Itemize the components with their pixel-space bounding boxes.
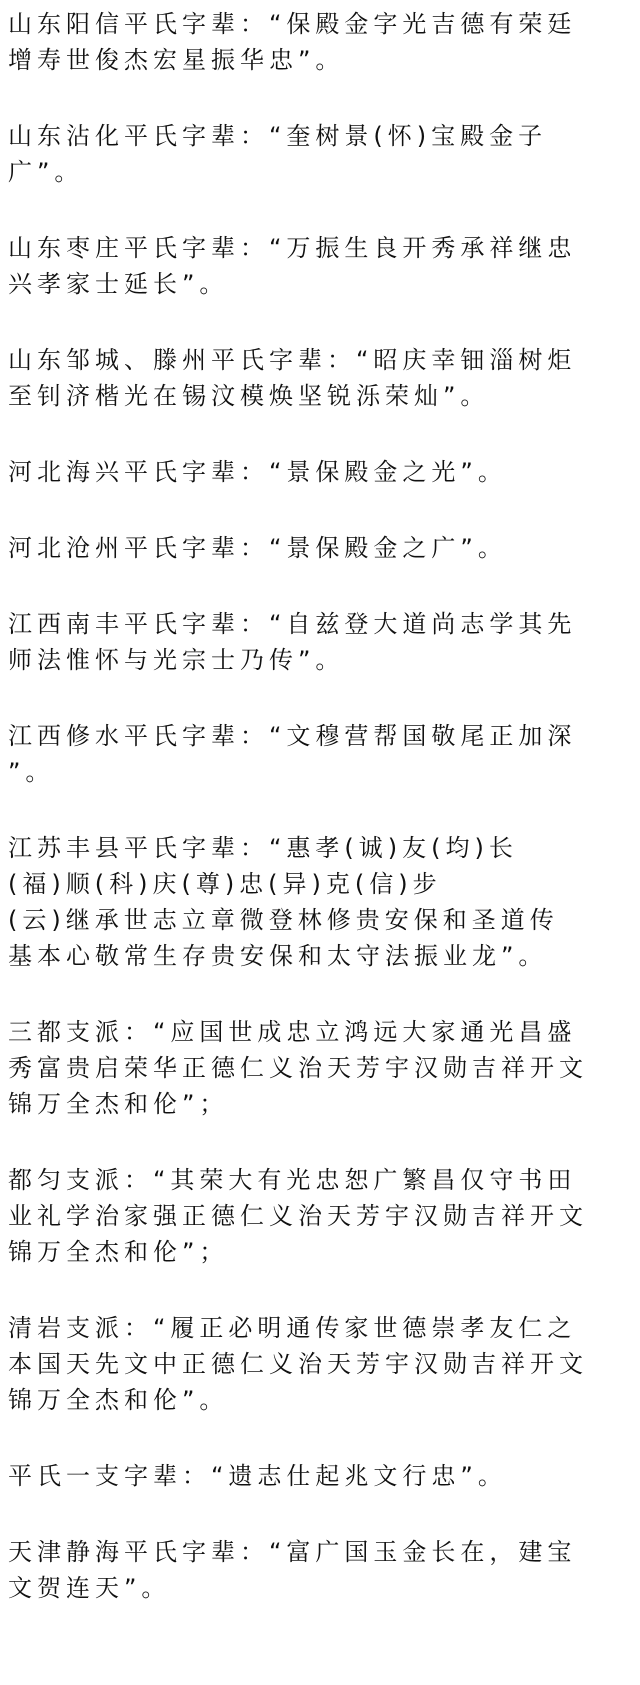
entry-line: 河北海兴平氏字辈：“景保殿金之光”。 <box>8 458 507 486</box>
entry-line: 本国天先文中正德仁义治天芳宇汉勋吉祥开文 <box>8 1350 588 1378</box>
genealogy-entry <box>8 230 632 302</box>
entry-line: (福)顺(科)庆(尊)忠(异)克(信)步 <box>8 870 442 898</box>
document-body <box>8 6 632 1646</box>
entry-line: 山东沾化平氏字辈：“奎树景(怀)宝殿金子 <box>8 122 548 150</box>
genealogy-entry <box>8 830 632 974</box>
genealogy-entry <box>8 530 632 566</box>
entry-line: 都匀支派：“其荣大有光忠恕广繁昌仅守书田 <box>8 1166 577 1194</box>
genealogy-entry <box>8 1458 632 1494</box>
genealogy-entry <box>8 342 632 414</box>
entry-line: 兴孝家士延长”。 <box>8 270 229 298</box>
entry-line: 山东邹城、滕州平氏字辈：“昭庆幸钿淄树炬 <box>8 346 577 374</box>
genealogy-entry <box>8 606 632 678</box>
entry-line: 师法惟怀与光宗士乃传”。 <box>8 646 345 674</box>
entry-line: 至钊济楷光在锡汶模焕坚锐泺荣灿”。 <box>8 382 490 410</box>
entry-line: 秀富贵启荣华正德仁义治天芳宇汉勋吉祥开文 <box>8 1054 588 1082</box>
genealogy-entry <box>8 1162 632 1270</box>
entry-line: 平氏一支字辈：“遗志仕起兆文行忠”。 <box>8 1462 507 1490</box>
genealogy-entry <box>8 718 632 790</box>
entry-line: 三都支派：“应国世成忠立鸿远大家通光昌盛 <box>8 1018 577 1046</box>
entry-line: 业礼学治家强正德仁义治天芳宇汉勋吉祥开文 <box>8 1202 588 1230</box>
entry-line: ”。 <box>8 758 55 786</box>
entry-line: 山东枣庄平氏字辈：“万振生良开秀承祥继忠 <box>8 234 577 262</box>
entry-line: 江苏丰县平氏字辈：“惠孝(诚)友(均)长 <box>8 834 518 862</box>
entry-line: (云)继承世志立章微登林修贵安保和圣道传 <box>8 906 559 934</box>
entry-line: 增寿世俊杰宏星振华忠”。 <box>8 46 345 74</box>
genealogy-entry <box>8 6 632 78</box>
genealogy-entry <box>8 1014 632 1122</box>
entry-line: 天津静海平氏字辈：“富广国玉金长在，建宝 <box>8 1538 577 1566</box>
entry-line: 广”。 <box>8 158 84 186</box>
entry-line: 锦万全杰和伦”； <box>8 1090 229 1118</box>
genealogy-entry <box>8 454 632 490</box>
entry-line: 清岩支派：“履正必明通传家世德崇孝友仁之 <box>8 1314 577 1342</box>
genealogy-entry <box>8 1534 632 1606</box>
genealogy-entry <box>8 1310 632 1418</box>
entry-line: 江西修水平氏字辈：“文穆营帮国敬尾正加深 <box>8 722 577 750</box>
entry-line: 山东阳信平氏字辈：“保殿金字光吉德有荣廷 <box>8 10 577 38</box>
entry-line: 锦万全杰和伦”； <box>8 1238 229 1266</box>
entry-line: 基本心敬常生存贵安保和太守法振业龙”。 <box>8 942 548 970</box>
entry-line: 文贺连天”。 <box>8 1574 171 1602</box>
entry-line: 河北沧州平氏字辈：“景保殿金之广”。 <box>8 534 507 562</box>
genealogy-entry <box>8 118 632 190</box>
entry-line: 江西南丰平氏字辈：“自兹登大道尚志学其先 <box>8 610 577 638</box>
entry-line: 锦万全杰和伦”。 <box>8 1386 229 1414</box>
